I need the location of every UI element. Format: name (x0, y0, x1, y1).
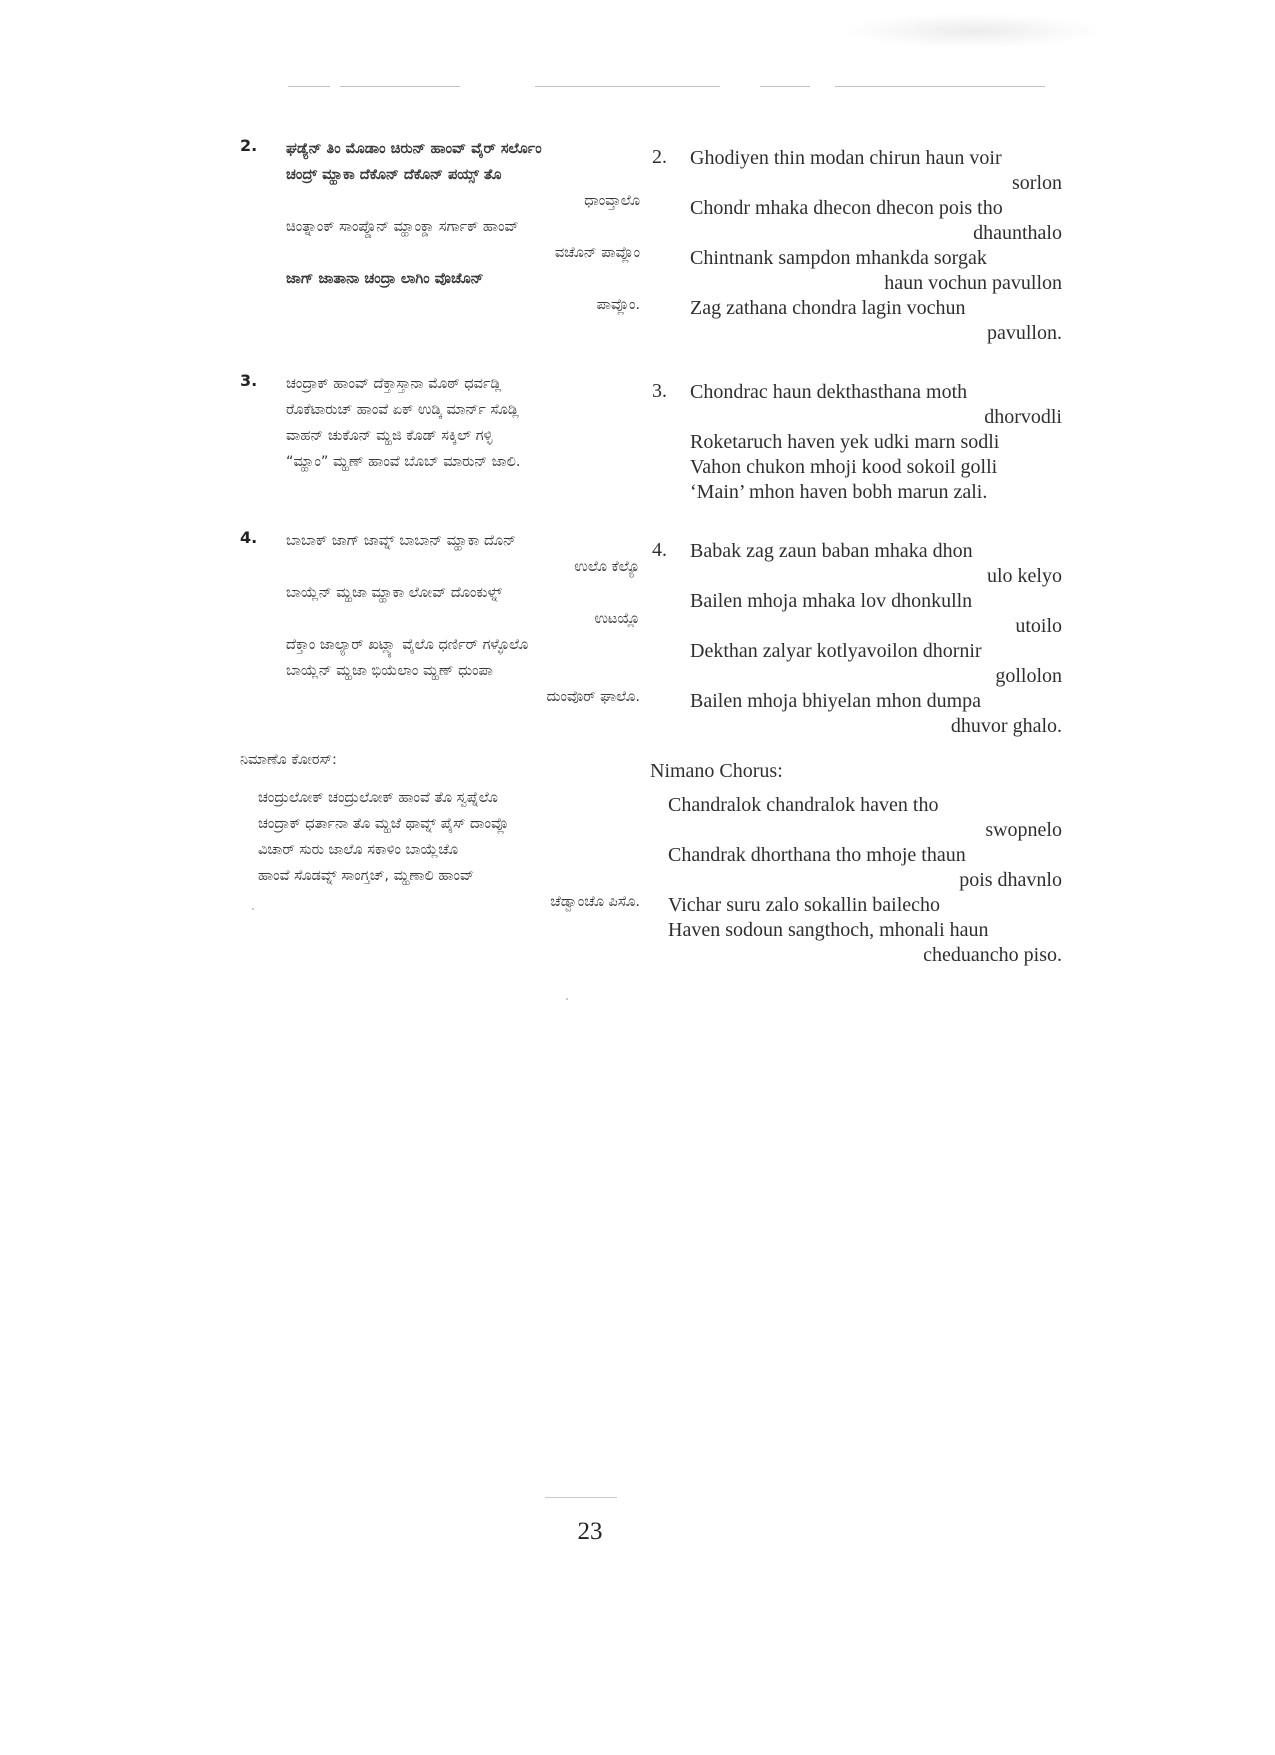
chorus-title-english: Nimano Chorus: (650, 760, 783, 782)
verse-line-continuation: gollolon (995, 665, 1062, 687)
verse-line-continuation: ಧಾಂವ್ತಾಲೊ (584, 193, 640, 209)
verse-line: Roketaruch haven yek udki marn sodli (690, 431, 1000, 453)
verse-line: ಚಂದ್ರಾಕ್ ಧರ್ತಾನಾ ತೊ ಮ್ಹಜೆ ಥಾವ್ನ್ ಪೈಸ್ ದಾಂವ್ಲೊ (258, 816, 509, 832)
verse-line: Ghodiyen thin modan chirun haun voir (690, 147, 1002, 169)
stanza-number: 3. (652, 380, 667, 402)
verse-line: Chandrak dhorthana tho mhoje thaun (668, 844, 966, 866)
verse-line: ವಾಹನ್ ಚುಕೊನ್ ಮ್ಹಜಿ ಕೊಡ್ ಸಕ್ಕಿಲ್ ಗಳ್ಳಿ (286, 428, 493, 444)
stanza-number: 2. (652, 146, 667, 168)
verse-line: ಹಾಂವೆ ಸೊಡವ್ನ್ ಸಾಂಗ್ತಚ್, ಮ್ಹಣಾಲಿ ಹಾಂವ್ (258, 868, 474, 884)
verse-line: ಚಂದ್ರುಲೋಕ್ ಚಂದ್ರುಲೋಕ್ ಹಾಂವೆ ತೊ ಸ್ವಪ್ನೆಲೊ (258, 790, 498, 806)
verse-line-continuation: pavullon. (987, 322, 1062, 344)
stanza-4-english (652, 539, 1062, 739)
verse-line-continuation: ಉಟಯ್ಲೊ (594, 611, 640, 627)
verse-line: Chandralok chandralok haven tho (668, 794, 939, 816)
chorus-title-kannada: ನಿಮಾಣೊ ಕೋರಸ್: (240, 752, 337, 768)
verse-line: Vichar suru zalo sokallin bailecho (668, 894, 941, 916)
verse-lines (286, 136, 640, 318)
verse-line: ದೆಕ್ತಾಂ ಜಾಲ್ಯಾರ್ ಖಟ್ಲ್ಯಾ ವೈಲೊ ಧರ್ಣಿರ್ ಗಳ್ಳೊಲೊ (286, 637, 529, 653)
verse-lines (668, 793, 1062, 968)
verse-line: Vahon chukon mhoji kood sokoil golli (690, 456, 998, 478)
scan-smudge (848, 14, 1098, 48)
verse-line: ಚಂದ್ರಾಕ್ ಹಾಂವ್ ದೆಕ್ತಾಸ್ತಾನಾ ಮೊಠ್ ಧರ್ವಡ್ಲಿ (286, 376, 502, 392)
top-rule (535, 86, 720, 87)
verse-line: ಚಂದ್ರ್ ಮ್ಹಾಕಾ ದೆಕೊನ್ ದೆಕೊನ್ ಪಯ್ಸ್ ತೊ (286, 167, 502, 183)
stanza-4-kannada (240, 528, 640, 710)
verse-line-continuation: ಉಲೊ ಕೆಲ್ಯೊ (574, 559, 640, 575)
verse-line-continuation: sorlon (1012, 172, 1062, 194)
verse-line-continuation: ಪಾವ್ಲೊಂ. (596, 297, 640, 313)
verse-line-continuation: ಚೆಡ್ವಾಂಚೊ ಪಿಸೊ. (550, 894, 640, 910)
stanza-number: 2. (240, 136, 258, 155)
verse-line: ಘಡ್ಯೆನ್ ತಿಂ ಮೊಡಾಂ ಚಿರುನ್ ಹಾಂವ್ ವೈರ್ ಸರ್ಲೊಂ (286, 141, 542, 157)
verse-lines (690, 146, 1062, 346)
verse-line: ಬಾಬಾಕ್ ಜಾಗ್ ಜಾವ್ನ್ ಬಾಬಾನ್ ಮ್ಹಾಕಾ ದೊನ್ (286, 533, 516, 549)
stanza-number: 4. (652, 539, 667, 561)
verse-lines (258, 785, 640, 915)
verse-lines (690, 380, 1062, 505)
verse-line-continuation: ulo kelyo (987, 565, 1062, 587)
verse-line: Bailen mhoja mhaka lov dhonkulln (690, 590, 973, 612)
verse-line: Chondrac haun dekthasthana moth (690, 381, 968, 403)
stanza-2-kannada (240, 136, 640, 318)
verse-line: ವಿಚಾರ್ ಸುರು ಜಾಲೊ ಸಕಾಳಿಂ ಬಾಯ್ಲೆಚೊ (258, 842, 459, 858)
top-rule (760, 86, 810, 87)
verse-line-continuation: dhuvor ghalo. (950, 715, 1062, 737)
verse-line: ರೊಕೆಟಾರುಚ್ ಹಾಂವೆ ಏಕ್ ಉಡ್ಕಿ ಮಾರ್ನ್ ಸೊಡ್ಲಿ (286, 402, 519, 418)
verse-line: “ಮ್ಹಾಂ” ಮ್ಹಣ್ ಹಾಂವೆ ಬೊಬ್ ಮಾರುನ್ ಜಾಲಿ. (286, 454, 521, 470)
verse-line-continuation: dhaunthalo (973, 222, 1062, 244)
page-number: 23 (577, 1518, 603, 1545)
scan-speck (252, 908, 254, 910)
top-rule (835, 86, 1045, 87)
stanza-number: 3. (240, 371, 258, 390)
verse-line-continuation: utoilo (1015, 615, 1062, 637)
page-number-rule (545, 1497, 617, 1498)
verse-line: Haven sodoun sangthoch, mhonali haun (668, 919, 989, 941)
scan-speck (566, 998, 568, 1000)
stanza-3-kannada (240, 371, 640, 475)
verse-line-continuation: pois dhavnlo (959, 869, 1062, 891)
verse-line: ಚಿಂತ್ನಾಂಕ್ ಸಾಂಪ್ಡೊನ್ ಮ್ಹಾಂಕ್ಡಾ ಸರ್ಗಾಕ್ ಹಾಂವ್ (286, 219, 519, 235)
chorus-kannada (258, 785, 640, 915)
verse-line-continuation: dhorvodli (984, 406, 1062, 428)
verse-line-continuation: swopnelo (985, 819, 1062, 841)
verse-line-continuation: cheduancho piso. (923, 944, 1062, 966)
stanza-3-english (652, 380, 1062, 505)
verse-line: ಬಾಯ್ಲೆನ್ ಮ್ಹಜಾ ಭಿಯೆಲಾಂ ಮ್ಹಣ್ ಧುಂಪಾ (286, 663, 493, 679)
chorus-english (668, 793, 1062, 968)
top-rule (340, 86, 460, 87)
verse-line: Chondr mhaka dhecon dhecon pois tho (690, 197, 1003, 219)
verse-line: Chintnank sampdon mhankda sorgak (690, 247, 987, 269)
verse-line: Zag zathana chondra lagin vochun (690, 297, 966, 319)
verse-line-continuation: haun vochun pavullon (884, 272, 1062, 294)
verse-line: ‘Main’ mhon haven bobh marun zali. (690, 481, 988, 503)
verse-line: Dekthan zalyar kotlyavoilon dhornir (690, 640, 982, 662)
top-rule (288, 86, 330, 87)
verse-line: ಬಾಯ್ಲೆನ್ ಮ್ಹಜಾ ಮ್ಹಾಕಾ ಲೋವ್ ದೊಂಕುಳ್ನ್ (286, 585, 503, 601)
verse-lines (286, 528, 640, 710)
verse-line: ಜಾಗ್ ಜಾತಾನಾ ಚಂದ್ರಾ ಲಾಗಿಂ ವೊಚೊನ್ (286, 271, 484, 287)
stanza-number: 4. (240, 528, 258, 547)
verse-line: Babak zag zaun baban mhaka dhon (690, 540, 973, 562)
verse-lines (286, 371, 640, 475)
verse-line: Bailen mhoja bhiyelan mhon dumpa (690, 690, 982, 712)
verse-line-continuation: ವಚೊನ್ ಪಾವ್ಲೊಂ (554, 245, 640, 261)
verse-line-continuation: ದುಂವೊರ್ ಘಾಲೊ. (546, 689, 640, 705)
verse-lines (690, 539, 1062, 739)
stanza-2-english (652, 146, 1062, 346)
